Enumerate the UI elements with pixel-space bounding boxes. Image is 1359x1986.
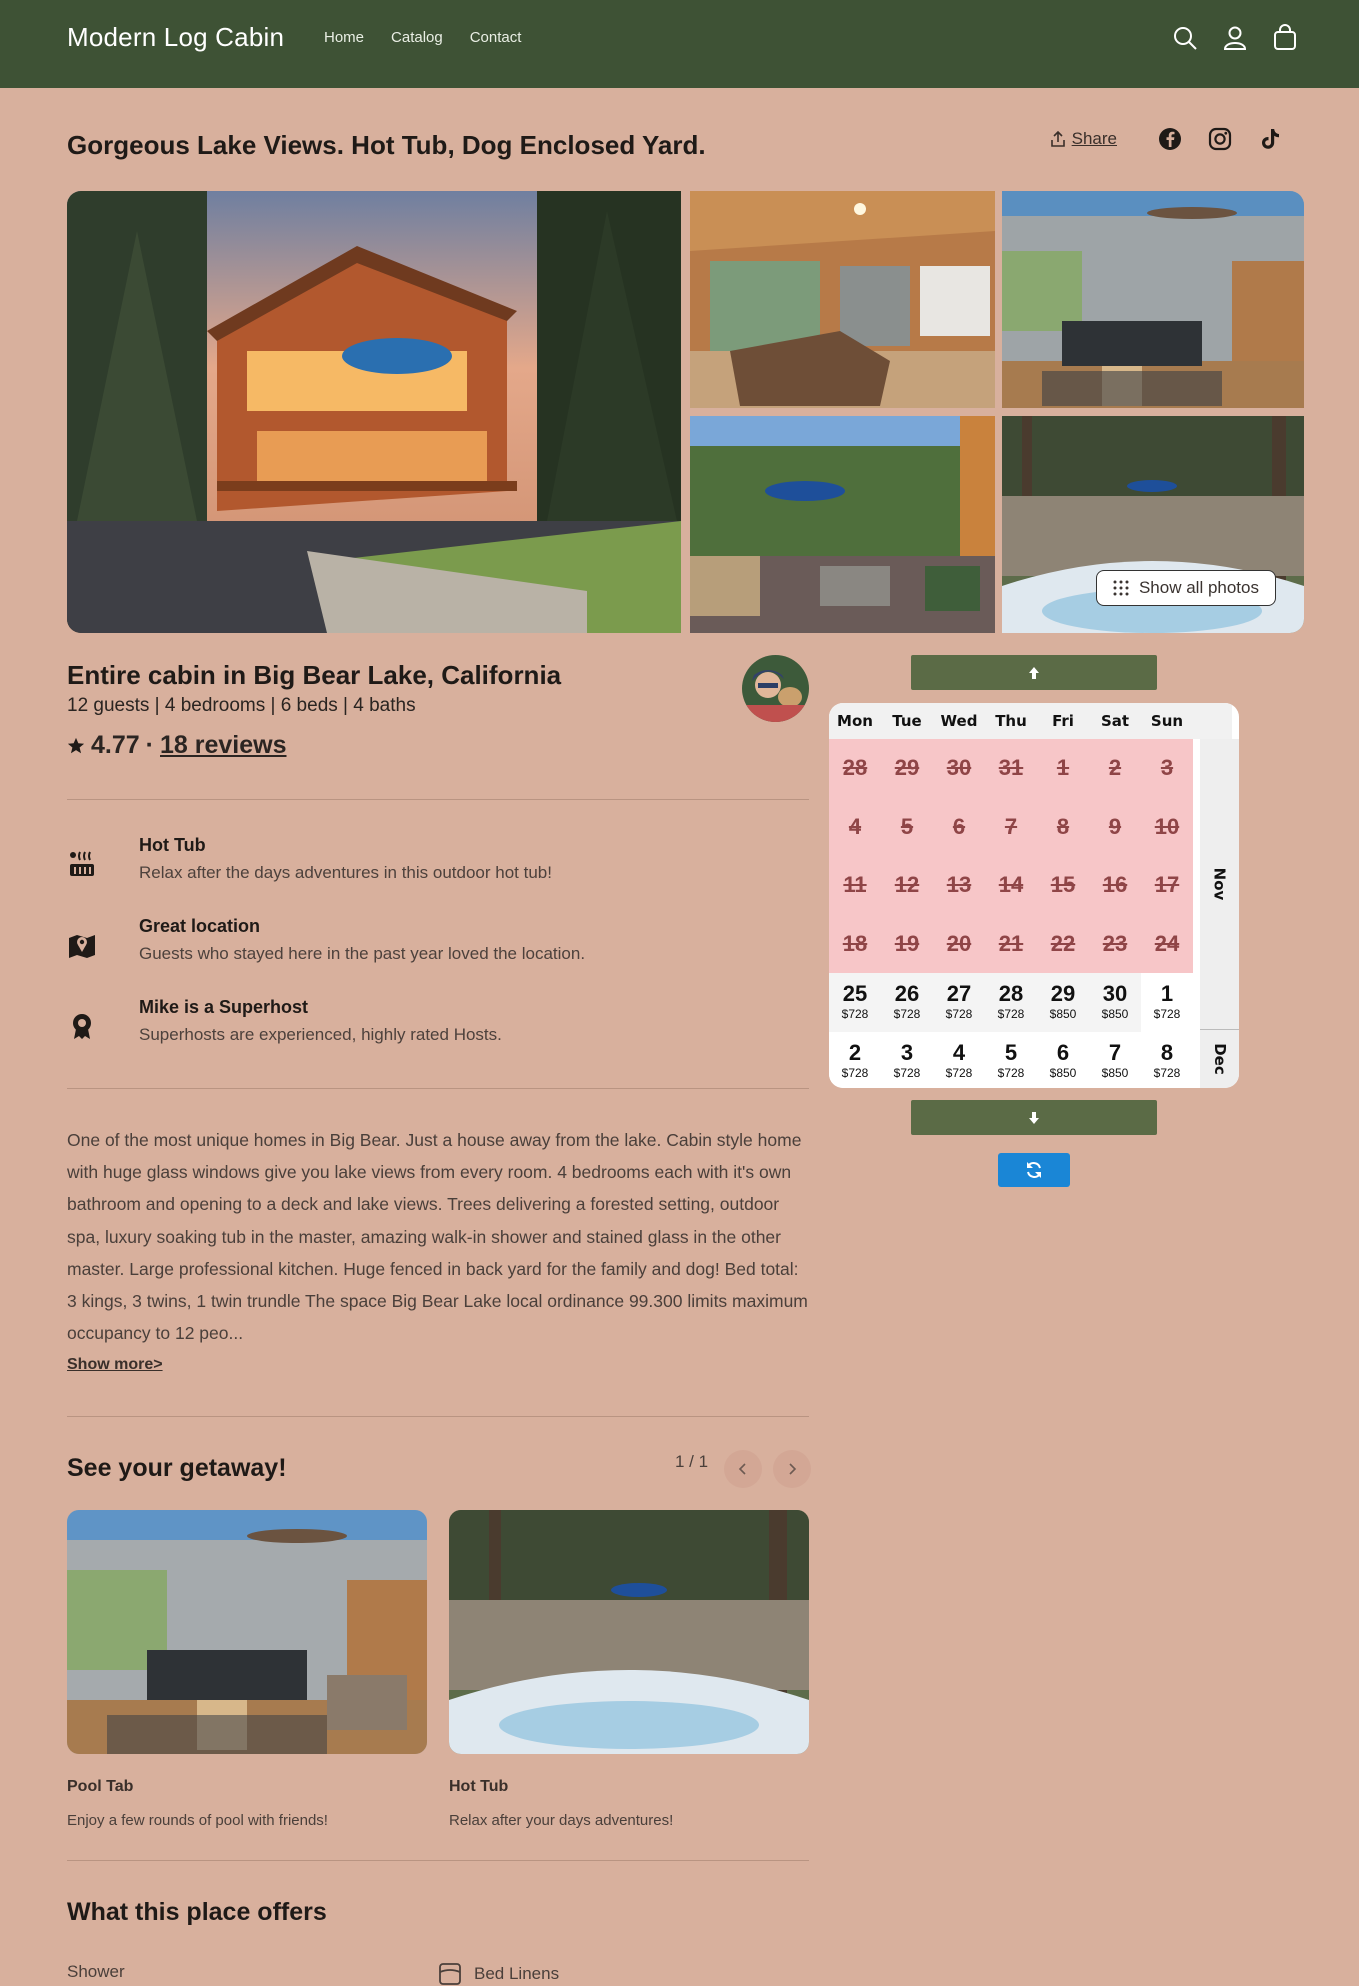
day-price: $728 bbox=[893, 1065, 921, 1080]
day-price: $728 bbox=[841, 1007, 869, 1022]
header-icons bbox=[1171, 24, 1299, 52]
past-day: 23 bbox=[1089, 915, 1141, 974]
card-image-hot-tub bbox=[449, 1510, 809, 1754]
past-day: 21 bbox=[985, 915, 1037, 974]
past-day: 11 bbox=[829, 856, 881, 915]
day-price: $728 bbox=[945, 1065, 973, 1080]
arrow-up-icon bbox=[1028, 666, 1040, 680]
past-day: 6 bbox=[933, 798, 985, 857]
weekday-label: Sat bbox=[1089, 703, 1141, 739]
day-price: $850 bbox=[1101, 1065, 1129, 1080]
day-price: $728 bbox=[1153, 1065, 1181, 1080]
photo-deck[interactable] bbox=[690, 416, 995, 633]
past-day: 29 bbox=[881, 739, 933, 798]
weekday-label: Thu bbox=[985, 703, 1037, 739]
feature-hot-tub bbox=[67, 835, 552, 883]
superhost-badge-icon bbox=[67, 1011, 97, 1041]
past-day: 14 bbox=[985, 856, 1037, 915]
slider-prev-button[interactable] bbox=[724, 1450, 762, 1488]
feature-desc: Guests who stayed here in the past year loved the location. bbox=[139, 944, 586, 963]
available-day[interactable] bbox=[1089, 973, 1141, 1032]
divider bbox=[67, 1860, 809, 1861]
photo-gallery bbox=[67, 191, 1304, 633]
day-number: 27 bbox=[946, 981, 972, 1007]
past-day: 9 bbox=[1089, 798, 1141, 857]
calendar-week bbox=[829, 856, 1232, 915]
day-number: 6 bbox=[1056, 1039, 1070, 1065]
feature-title: Mike is a Superhost bbox=[139, 997, 309, 1017]
past-day: 18 bbox=[829, 915, 881, 974]
weekday-label: Sun bbox=[1141, 703, 1193, 739]
month-name: Nov bbox=[1210, 867, 1229, 901]
calendar-next-button[interactable] bbox=[911, 1100, 1157, 1135]
brand-logo[interactable]: Modern Log Cabin bbox=[67, 22, 285, 52]
day-price: $728 bbox=[1153, 1007, 1181, 1022]
month-header-spacer bbox=[1193, 703, 1232, 739]
past-day: 15 bbox=[1037, 856, 1089, 915]
day-number: 28 bbox=[998, 981, 1024, 1007]
getaway-card[interactable] bbox=[449, 1510, 809, 1829]
listing-subtitle: Entire cabin in Big Bear Lake, California bbox=[67, 660, 562, 690]
feature-desc: Superhosts are experienced, highly rated Hosts. bbox=[139, 1025, 502, 1044]
day-number: 1 bbox=[1160, 981, 1174, 1007]
available-day[interactable] bbox=[985, 1032, 1037, 1089]
nav-contact-link[interactable]: Contact bbox=[469, 29, 522, 46]
calendar-week bbox=[829, 915, 1232, 974]
card-title: Pool Tab bbox=[67, 1778, 134, 1795]
available-day[interactable] bbox=[933, 1032, 985, 1089]
day-number: 25 bbox=[842, 981, 868, 1007]
day-price: $728 bbox=[945, 1007, 973, 1022]
available-day[interactable] bbox=[829, 1032, 881, 1089]
calendar-refresh-button[interactable] bbox=[998, 1153, 1070, 1187]
bed-linens-icon bbox=[438, 1962, 464, 1986]
offer-item bbox=[438, 1962, 559, 1986]
available-day[interactable] bbox=[829, 973, 881, 1032]
past-day: 10 bbox=[1141, 798, 1193, 857]
day-number: 3 bbox=[900, 1039, 914, 1065]
past-day: 30 bbox=[933, 739, 985, 798]
available-day[interactable] bbox=[881, 973, 933, 1032]
day-price: $728 bbox=[893, 1007, 921, 1022]
day-number: 26 bbox=[894, 981, 920, 1007]
refresh-icon bbox=[1024, 1160, 1044, 1180]
available-day[interactable] bbox=[881, 1032, 933, 1089]
day-number: 4 bbox=[952, 1039, 966, 1065]
past-day: 4 bbox=[829, 798, 881, 857]
share-row bbox=[1050, 126, 1283, 152]
share-button[interactable] bbox=[1050, 129, 1117, 149]
divider bbox=[67, 1416, 809, 1417]
feature-desc: Relax after the days adventures in this outdoor hot tub! bbox=[139, 863, 552, 882]
hot-tub-icon bbox=[67, 849, 97, 879]
weekday-label: Tue bbox=[881, 703, 933, 739]
available-day[interactable] bbox=[1037, 973, 1089, 1032]
past-day: 3 bbox=[1141, 739, 1193, 798]
main-nav bbox=[324, 29, 521, 46]
past-day: 22 bbox=[1037, 915, 1089, 974]
past-day: 20 bbox=[933, 915, 985, 974]
search-icon[interactable] bbox=[1171, 24, 1199, 52]
past-day: 1 bbox=[1037, 739, 1089, 798]
past-day: 8 bbox=[1037, 798, 1089, 857]
month-label-nov bbox=[1200, 739, 1239, 1029]
available-day[interactable] bbox=[1141, 973, 1193, 1032]
getaway-heading: See your getaway! bbox=[67, 1454, 287, 1482]
available-day[interactable] bbox=[1037, 1032, 1089, 1089]
instagram-icon[interactable] bbox=[1207, 126, 1233, 152]
feature-location bbox=[67, 916, 585, 964]
month-label-dec bbox=[1200, 1030, 1239, 1088]
share-label: Share bbox=[1071, 129, 1117, 148]
arrow-down-icon bbox=[1028, 1111, 1040, 1125]
feature-title: Hot Tub bbox=[139, 835, 206, 855]
nav-home-link[interactable]: Home bbox=[324, 29, 365, 46]
offers-heading: What this place offers bbox=[67, 1898, 327, 1926]
account-icon[interactable] bbox=[1221, 24, 1249, 52]
chevron-right-icon bbox=[786, 1463, 798, 1475]
map-pin-icon bbox=[67, 930, 97, 960]
past-day: 7 bbox=[985, 798, 1037, 857]
calendar-week bbox=[829, 973, 1232, 1032]
cart-icon[interactable] bbox=[1271, 24, 1299, 52]
feature-title: Great location bbox=[139, 916, 261, 936]
past-day: 24 bbox=[1141, 915, 1193, 974]
day-number: 30 bbox=[1102, 981, 1128, 1007]
available-day[interactable] bbox=[985, 973, 1037, 1032]
listing-facts: 12 guests | 4 bedrooms | 6 beds | 4 baths bbox=[67, 695, 416, 716]
star-icon bbox=[67, 737, 85, 755]
day-number: 7 bbox=[1108, 1039, 1122, 1065]
photo-living-room[interactable] bbox=[690, 191, 995, 408]
day-price: $728 bbox=[841, 1065, 869, 1080]
host-avatar[interactable] bbox=[742, 655, 809, 722]
calendar-week bbox=[829, 739, 1232, 798]
calendar-week bbox=[829, 1032, 1232, 1089]
past-day: 12 bbox=[881, 856, 933, 915]
day-price: $728 bbox=[997, 1065, 1025, 1080]
month-name: Dec bbox=[1210, 1043, 1229, 1075]
day-price: $850 bbox=[1049, 1065, 1077, 1080]
calendar-week bbox=[829, 798, 1232, 857]
offer-label: Bed Linens bbox=[474, 1964, 560, 1983]
past-day: 17 bbox=[1141, 856, 1193, 915]
card-desc: Enjoy a few rounds of pool with friends! bbox=[67, 1812, 328, 1829]
offer-item bbox=[67, 1962, 125, 1982]
chevron-left-icon bbox=[737, 1463, 749, 1475]
share-icon bbox=[1050, 130, 1066, 148]
weekday-header bbox=[829, 703, 1232, 739]
slider-pager: 1 / 1 bbox=[675, 1452, 709, 1471]
day-price: $728 bbox=[997, 1007, 1025, 1022]
weekday-label: Fri bbox=[1037, 703, 1089, 739]
rating-separator: · bbox=[145, 731, 154, 759]
offer-label: Shower bbox=[67, 1962, 125, 1981]
photo-main-exterior[interactable] bbox=[67, 191, 681, 633]
past-day: 31 bbox=[985, 739, 1037, 798]
availability-calendar bbox=[829, 703, 1239, 1088]
site-header bbox=[0, 0, 1359, 88]
show-all-photos-button[interactable] bbox=[1096, 570, 1276, 606]
calendar-grid bbox=[829, 703, 1232, 1088]
nav-catalog-link[interactable]: Catalog bbox=[391, 29, 443, 46]
day-price: $850 bbox=[1049, 1007, 1077, 1022]
facebook-icon[interactable] bbox=[1157, 126, 1183, 152]
day-number: 2 bbox=[848, 1039, 862, 1065]
past-day: 2 bbox=[1089, 739, 1141, 798]
day-price: $850 bbox=[1101, 1007, 1129, 1022]
grid-dots-icon bbox=[1113, 580, 1129, 596]
past-day: 19 bbox=[881, 915, 933, 974]
getaway-card[interactable] bbox=[67, 1510, 427, 1829]
available-day[interactable] bbox=[1089, 1032, 1141, 1089]
show-all-photos-label: Show all photos bbox=[1138, 578, 1259, 597]
card-title: Hot Tub bbox=[449, 1778, 509, 1795]
listing-title: Gorgeous Lake Views. Hot Tub, Dog Enclosed Yard. bbox=[67, 130, 706, 160]
show-more-link[interactable]: Show more> bbox=[67, 1356, 163, 1373]
rating-row bbox=[67, 731, 287, 760]
photo-game-room[interactable] bbox=[1002, 191, 1304, 408]
tiktok-icon[interactable] bbox=[1257, 126, 1283, 152]
divider bbox=[67, 1088, 809, 1089]
card-desc: Relax after your days adventures! bbox=[449, 1812, 674, 1829]
divider bbox=[67, 799, 809, 800]
day-number: 29 bbox=[1050, 981, 1076, 1007]
slider-next-button[interactable] bbox=[773, 1450, 811, 1488]
available-day[interactable] bbox=[1141, 1032, 1193, 1089]
reviews-link[interactable]: 18 reviews bbox=[160, 731, 287, 759]
day-number: 5 bbox=[1004, 1039, 1018, 1065]
past-day: 16 bbox=[1089, 856, 1141, 915]
past-day: 13 bbox=[933, 856, 985, 915]
day-number: 8 bbox=[1160, 1039, 1174, 1065]
available-day[interactable] bbox=[933, 973, 985, 1032]
listing-description: One of the most unique homes in Big Bear. Just a house away from the lake. Cabin style home with huge glass windows give you lake views from every room. 4 bedrooms each with it's own bathroom and opening to a deck and lake views. Trees delivering a forested setting, outdoor spa, luxury soaking tub in the master, amazing walk-in shower and stained glass in the other master. Large professional kitchen. Huge fenced in back yard for the family and dog! Bed total: 3 kings, 3 twins, 1 twin trundle The space Big Bear Lake local ordinance 99.300 limits maximum occupancy to 12 peo... bbox=[67, 1130, 808, 1344]
past-day: 28 bbox=[829, 739, 881, 798]
past-day: 5 bbox=[881, 798, 933, 857]
feature-superhost bbox=[67, 997, 502, 1045]
card-image-pool bbox=[67, 1510, 427, 1754]
weekday-label: Wed bbox=[933, 703, 985, 739]
weekday-label: Mon bbox=[829, 703, 881, 739]
calendar-prev-button[interactable] bbox=[911, 655, 1157, 690]
rating-value: 4.77 bbox=[91, 731, 140, 759]
